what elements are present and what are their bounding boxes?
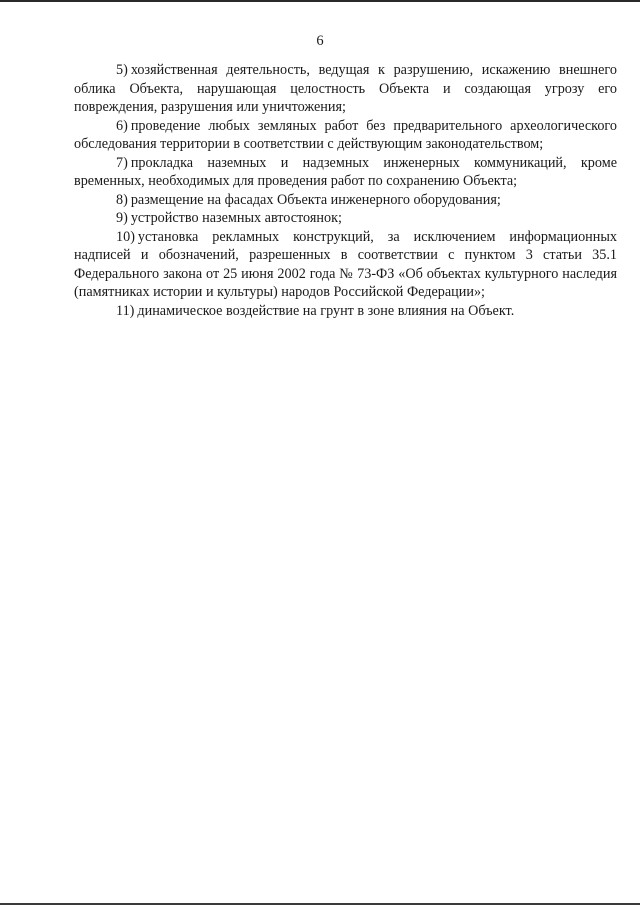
list-item-number: 8) — [116, 191, 128, 208]
list-item-text: динамическое воздействие на грунт в зоне влияния на Объект. — [137, 302, 515, 319]
list-item-number: 11) — [116, 302, 135, 319]
list-item-5 — [74, 61, 617, 117]
prohibitions-list — [74, 61, 617, 320]
list-item-11 — [74, 302, 617, 321]
list-item-text: прокладка наземных и надземных инженерных коммуникаций, кроме временных, необходимых для проведения работ по сохранению Объекта; — [74, 154, 617, 189]
list-item-number: 5) — [116, 62, 128, 78]
list-item-number: 9) — [116, 210, 128, 226]
list-item-text: хозяйственная деятельность, ведущая к разрушению, искажению внешнего облика Объекта, нарушающая целостность Объекта и создающая угрозу его повреждения, разрушения или уничтожения; — [74, 62, 617, 115]
page-number: 6 — [316, 33, 324, 49]
list-item-text: проведение любых земляных работ без предварительного археологического обследования территории в соответствии с действующим законодательством; — [74, 117, 617, 152]
list-item-6 — [74, 117, 617, 154]
list-item-text: устройство наземных автостоянок; — [130, 210, 342, 226]
list-item-10 — [74, 228, 617, 302]
list-item-number: 7) — [116, 154, 128, 171]
list-item-text: установка рекламных конструкций, за исключением информационных надписей и обозначений, разрешенных в соответствии с пунктом 3 статьи 35.1 Федерального закона от 25 июня 2002 года № 73-ФЗ «Об объектах культурного наследия (памятниках истории и культуры) народов Российской Федерации»; — [74, 228, 617, 300]
list-item-8 — [74, 191, 617, 210]
scan-edge-top — [0, 0, 640, 2]
list-item-number: 6) — [116, 117, 128, 134]
list-item-text: размещение на фасадах Объекта инженерного оборудования; — [130, 191, 501, 208]
list-item-7 — [74, 154, 617, 191]
list-item-number: 10) — [116, 228, 135, 245]
list-item-9 — [74, 209, 617, 228]
